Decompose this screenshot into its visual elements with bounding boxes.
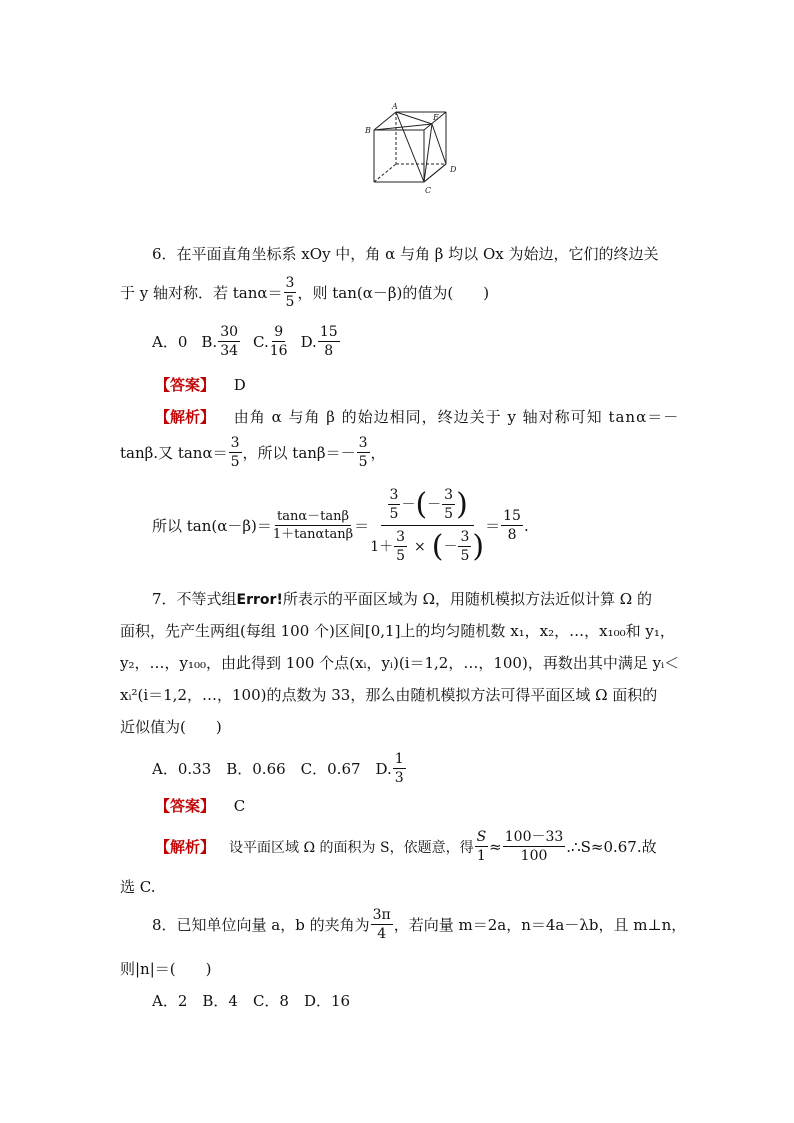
q6-option-a: A．0 — [152, 333, 188, 351]
q7-answer-value: C — [233, 797, 246, 815]
q7-analysis-fraction1: $\frac{S}{1}$ — [476, 829, 487, 864]
q8-line1-post: ，若向量 m＝2a，n＝4a－λb，且 m⊥n， — [393, 916, 687, 934]
label-b: B — [365, 126, 371, 135]
q7-line4: xᵢ²(i＝1,2，…，100)的点数为 33，那么由随机模拟方法可得平面区域 Ω 面积的 — [120, 686, 658, 704]
q8-line2: 则|n|＝( ) — [120, 960, 212, 978]
q6-tan-fraction: $\frac{3}{5}$ — [285, 275, 295, 310]
q6-option-d-label: D. — [300, 332, 317, 351]
label-d: D — [450, 165, 457, 174]
q7-analysis-approx: ≈ — [489, 837, 502, 856]
label-e: E — [433, 113, 439, 122]
q7-option-d-fraction: $\frac{1}{3}$ — [394, 751, 404, 786]
label-a: A — [392, 102, 398, 111]
q6-line2-pre: 于 y 轴对称．若 tanα＝ — [120, 284, 283, 302]
q6-formula-pre: 所以 tan(α－β)＝ — [152, 517, 272, 535]
q7-analysis — [155, 830, 657, 863]
q6-option-c-fraction: $\frac{9}{16}$ — [269, 324, 288, 359]
q7-line1 — [152, 588, 652, 609]
q7-line1-pre: 7．不等式组 — [152, 590, 237, 608]
q7-analysis-line2: 选 C. — [120, 878, 156, 896]
q7-error-text: Error! — [236, 592, 283, 608]
q6-analysis-line2-end: ， — [370, 444, 386, 462]
q6-analysis-tag: 【解析】 — [155, 408, 216, 426]
q6-analysis-fraction-a: $\frac{3}{5}$ — [230, 435, 240, 470]
q6-option-d-fraction: $\frac{15}{8}$ — [319, 324, 338, 359]
q6-analysis-line2 — [120, 436, 386, 469]
q6-option-c-label: C. — [253, 332, 269, 351]
q6-line1: 6．在平面直角坐标系 xOy 中，角 α 与角 β 均以 Ox 为始边，它们的终边关 — [152, 245, 659, 263]
q6-answer-tag: 【答案】 — [155, 376, 216, 394]
q6-option-b-label: B. — [201, 332, 218, 351]
q6-formula-result: $\frac{15}{8}$ — [503, 508, 521, 543]
q7-line5: 近似值为( ) — [120, 718, 222, 736]
q7-analysis-tag: 【解析】 — [155, 838, 216, 856]
q7-analysis-post: .∴S≈0.67.故 — [566, 838, 657, 856]
q7-analysis-pre: 设平面区域 Ω 的面积为 S，依题意，得 — [229, 839, 474, 856]
q7-line3: y₂，…，y₁₀₀，由此得到 100 个点(xᵢ，yᵢ)(i＝1,2，…，100)，再数出其中满足 yᵢ＜ — [120, 654, 680, 672]
q7-options-text: A．0.33 B．0.66 C．0.67 D. — [152, 760, 392, 778]
q6-answer — [155, 374, 246, 395]
q7-line1-post: 所表示的平面区域为 Ω，用随机模拟方法近似计算 Ω 的 — [282, 590, 653, 608]
q8-options: A．2 B．4 C．8 D．16 — [152, 992, 351, 1010]
q8-line1-pre: 8．已知单位向量 a，b 的夹角为 — [152, 916, 370, 934]
label-c: C — [425, 186, 432, 195]
q6-analysis-line1 — [155, 406, 679, 427]
q6-formula-fraction2: $\frac{3}{5}$ － ( － $\frac{3}{5}$ ) 1＋ $\frac{3}{5}$ × ( － $\frac{3}{5}$ ) — [370, 486, 485, 564]
q6-formula-eq: ＝ — [354, 517, 370, 535]
q6-options — [152, 325, 341, 358]
q7-answer — [155, 795, 245, 816]
q6-formula-end: . — [523, 516, 529, 535]
q6-formula-fraction1: $\frac{\tan\alpha-\tan\beta}{1+\tan\alpha\tan\beta}$ — [272, 509, 354, 542]
q6-analysis-text1: 由角 α 与角 β 的始边相同，终边关于 y 轴对称可知 tanα＝－ — [233, 408, 680, 426]
q8-line1 — [152, 908, 686, 941]
q6-option-b-fraction: $\frac{30}{34}$ — [220, 324, 239, 359]
q7-line2: 面积，先产生两组(每组 100 个)区间[0,1]上的均匀随机数 x₁，x₂，…，x₁₀₀和 y₁， — [120, 622, 675, 640]
cube-figure — [362, 100, 462, 200]
q6-answer-value: D — [233, 376, 246, 394]
q7-options — [152, 752, 407, 785]
q6-line2 — [120, 276, 489, 309]
q6-formula-result-eq: ＝ — [485, 517, 501, 535]
q8-angle-fraction: $\frac{3\pi}{4}$ — [372, 907, 391, 942]
q6-analysis-fraction-b: $\frac{3}{5}$ — [358, 435, 368, 470]
q6-analysis-line2-mid: ，所以 tanβ＝－ — [242, 444, 356, 462]
q6-analysis-line2-pre: tanβ.又 tanα＝ — [120, 444, 228, 462]
q6-formula — [152, 488, 529, 563]
q7-answer-tag: 【答案】 — [155, 797, 216, 815]
q6-line2-post: ，则 tan(α－β)的值为( ) — [297, 284, 490, 302]
q7-analysis-fraction2: $\frac{100-33}{100}$ — [504, 829, 564, 864]
